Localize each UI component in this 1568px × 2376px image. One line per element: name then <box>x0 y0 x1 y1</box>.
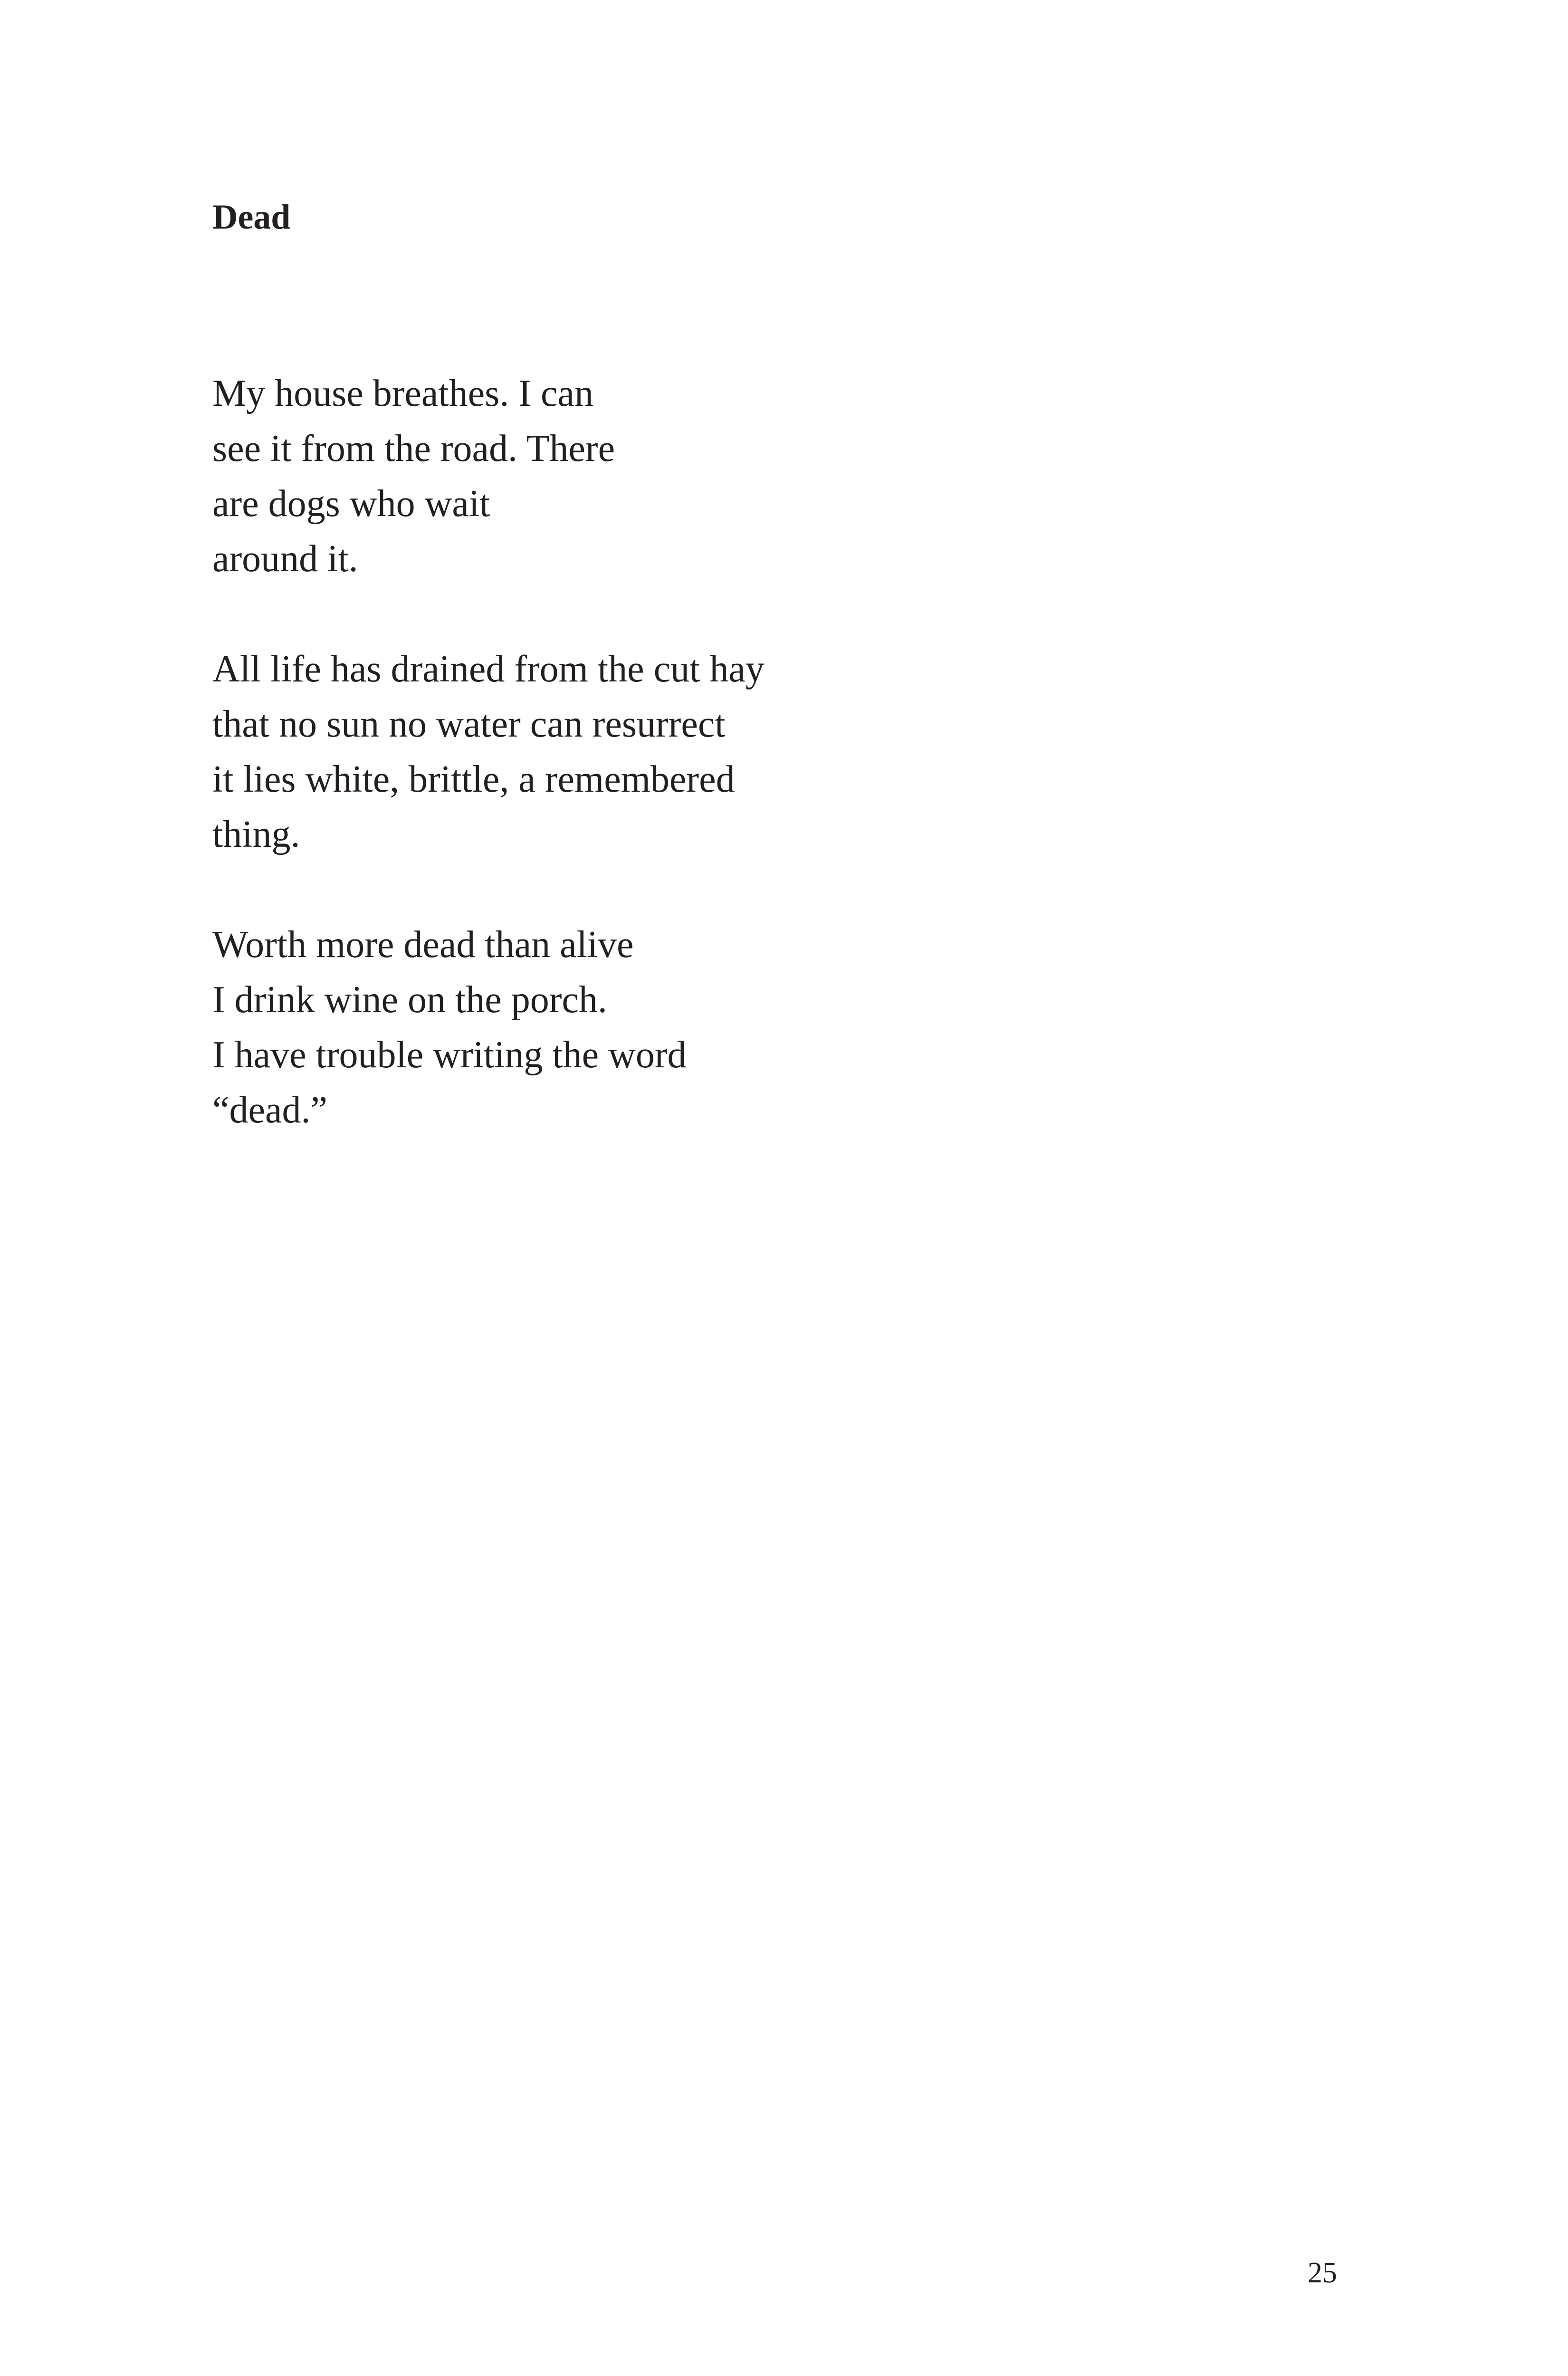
poem-line: Worth more dead than alive <box>212 924 634 966</box>
poem-line: around it. <box>212 538 358 580</box>
poem-line: I drink wine on the porch. <box>212 979 607 1021</box>
poem-line: My house breathes. I can <box>212 373 593 414</box>
poem-line: see it from the road. There <box>212 428 615 469</box>
page-number: 25 <box>1308 2257 1337 2289</box>
stanza-1 <box>212 366 1115 586</box>
poem-line: “dead.” <box>212 1089 328 1131</box>
poem-title: Dead <box>212 198 291 237</box>
poem-body <box>212 366 1115 1138</box>
poem-line: that no sun no water can resurrect <box>212 703 726 745</box>
stanza-3 <box>212 917 1115 1138</box>
stanza-2 <box>212 642 1115 862</box>
poem-line: All life has drained from the cut hay <box>212 648 765 690</box>
poem-line: I have trouble writing the word <box>212 1034 687 1076</box>
poem-line: are dogs who wait <box>212 483 490 525</box>
poem-line: it lies white, brittle, a remembered <box>212 758 735 800</box>
poem-line: thing. <box>212 814 300 855</box>
